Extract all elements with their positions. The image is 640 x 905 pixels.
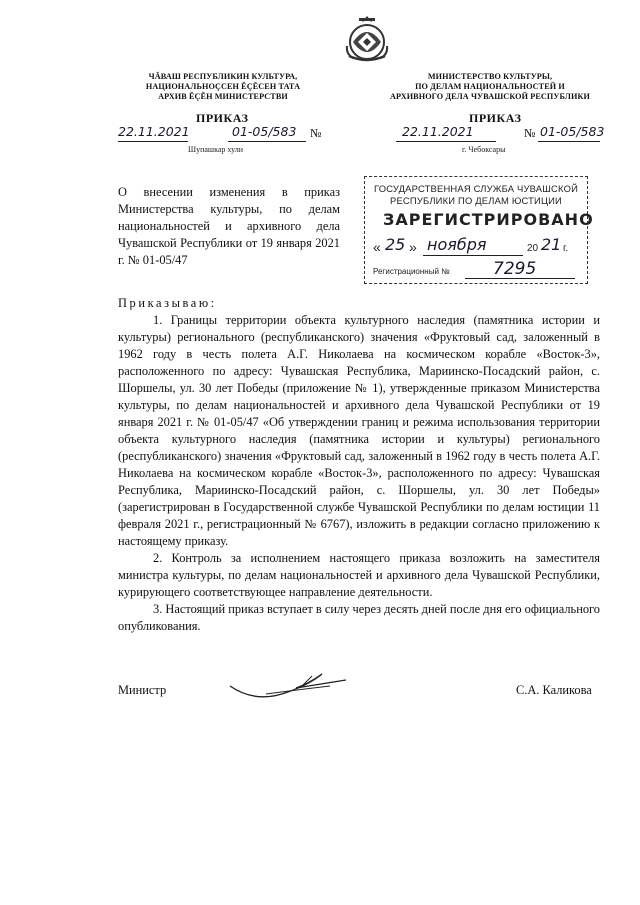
body-paragraph-1: 1. Границы территории объекта культурного наследия (памятника истории и культуры) регионального (республиканского) значения «Фруктовый сад, заложенный в 1962 году в честь полета А.Г. Николаева на космическом корабле «Восток-3», расположенного по адресу: Чувашская Республика, Мариинско-Посадский район, с. Шоршелы, ул. 30 лет Победы (приложение № 1), утвержденные приказом Министерства культуры, по делам национальностей и архивного дела Чувашской Республики от 19 января 2021 г. № 01-05/47 «Об утверждении границ и режима использования территории объекта культурного наследия (памятника истории и культуры) регионального (республиканского) значения «Фруктовый сад, заложенный в 1962 году в честь полета А.Г. Николаева на космическом корабле «Восток-3», расположенного по адресу: Чувашская Республика, Мариинско-Посадский район, с. Шоршелы, ул. 30 лет Победы» (зарегистрирован в Государственной службе Чувашской Республики по делам юстиции 11 февраля 2021 г., регистрационный № 6767), изложить в редакции согласно приложению к настоящему приказу.	[118, 313, 600, 548]
signatory-name: С.А. Каликова	[516, 683, 592, 697]
header-left-line: АРХИВ ĔÇĔН МИНИСТЕРСТВИ	[158, 92, 288, 101]
stamp-reg-underline	[465, 278, 575, 279]
number-underline-right	[538, 141, 600, 142]
stamp-month-underline	[423, 255, 523, 256]
chuvash-emblem-icon	[341, 12, 393, 64]
stamp-open-quote: «	[373, 239, 381, 255]
place-right: г. Чебоксары	[462, 145, 506, 154]
header-right-line: АРХИВНОГО ДЕЛА ЧУВАШСКОЙ РЕСПУБЛИКИ	[390, 92, 590, 101]
date-underline-left	[118, 141, 188, 142]
order-title-left: ПРИКАЗ	[196, 111, 249, 125]
stamp-agency-line1: ГОСУДАРСТВЕННАЯ СЛУЖБА ЧУВАШСКОЙ	[373, 183, 579, 194]
stamp-year-letter: г.	[563, 243, 569, 254]
header-left-org	[118, 72, 328, 102]
header-right-org	[380, 72, 600, 102]
header-left-line: ЧĂВАШ РЕСПУБЛИКИН КУЛЬТУРА,	[148, 72, 298, 81]
order-date-left: 22.11.2021	[118, 124, 190, 139]
number-sign-right: №	[524, 126, 536, 140]
stamp-close-quote: »	[409, 239, 417, 255]
stamp-month: ноября	[427, 235, 487, 254]
orders-word: Приказываю:	[118, 296, 217, 310]
number-underline-left	[228, 141, 306, 142]
order-subject: О внесении изменения в приказ Министерства культуры, по делам национальностей и архивного дела Чувашской Республики от 19 января 2021 г. № 01-05/47	[118, 185, 340, 267]
header-right-line: ПО ДЕЛАМ НАЦИОНАЛЬНОСТЕЙ И	[415, 82, 565, 91]
body-paragraph-2: 2. Контроль за исполнением настоящего приказа возложить на заместителя министра культуры, по делам национальностей и архивного дела Чувашской Республики, курирующего соответствующее направление деятельности.	[118, 551, 600, 599]
registration-stamp	[364, 176, 594, 284]
order-date-right: 22.11.2021	[402, 124, 474, 139]
signature-image	[226, 664, 356, 708]
header-right-line: МИНИСТЕРСТВО КУЛЬТУРЫ,	[427, 72, 553, 81]
stamp-reg-number: 7295	[493, 259, 537, 279]
order-body	[118, 295, 600, 635]
order-number-right: 01-05/583	[540, 124, 605, 139]
number-sign-left: №	[310, 126, 322, 140]
stamp-day: 25	[385, 235, 406, 254]
order-title-right: ПРИКАЗ	[469, 111, 522, 125]
header-left-line: НАЦИОНАЛЬНОÇСЕН ĔÇĔСЕН ТАТА	[145, 82, 301, 91]
date-underline-right	[396, 141, 496, 142]
order-number-left: 01-05/583	[232, 124, 297, 139]
stamp-registered: ЗАРЕГИСТРИРОВАНО	[383, 210, 594, 229]
stamp-year-prefix: 20	[527, 243, 539, 254]
place-left: Шупашкар хули	[188, 145, 243, 154]
stamp-year-suffix: 21	[541, 235, 562, 254]
body-paragraph-3: 3. Настоящий приказ вступает в силу через десять дней после дня его официального опубликования.	[118, 602, 600, 633]
stamp-reg-label: Регистрационный №	[373, 267, 450, 276]
stamp-agency-line2: РЕСПУБЛИКИ ПО ДЕЛАМ ЮСТИЦИИ	[390, 195, 562, 206]
signatory-title: Министр	[118, 683, 167, 697]
